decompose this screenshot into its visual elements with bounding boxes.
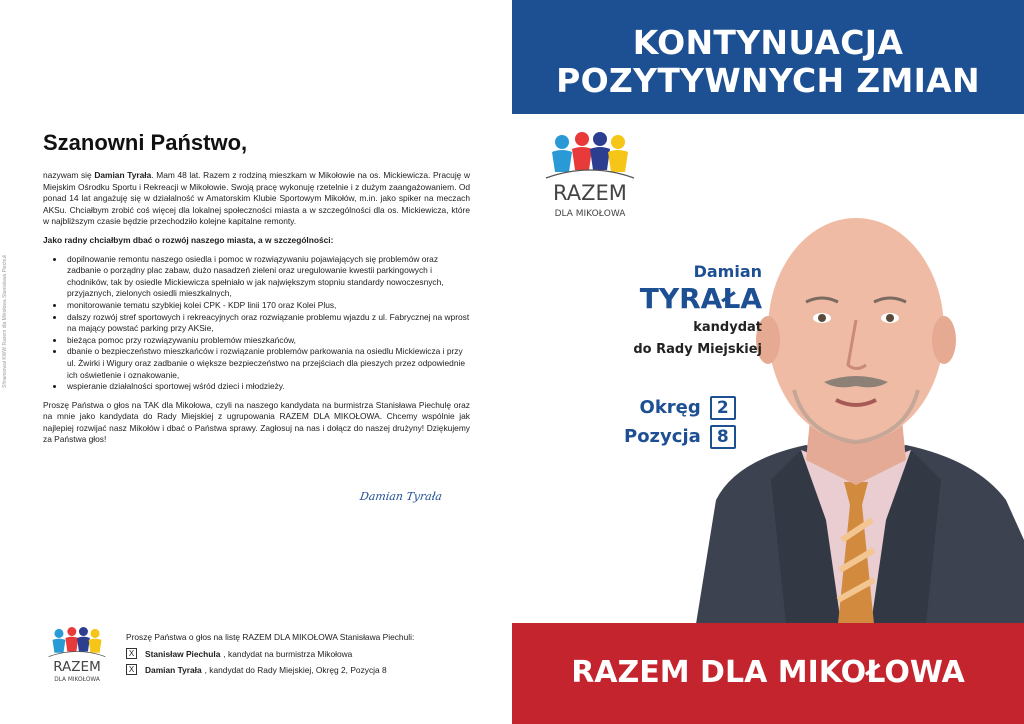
checked-box-icon: X <box>126 664 137 675</box>
priority-item: • wspieranie działalności sportowej wśród dzieci i młodzieży. <box>65 381 470 393</box>
position-row <box>624 422 736 451</box>
logo-figures-icon <box>552 132 628 172</box>
ballot-intro: Proszę Państwa o głos na listę RAZEM DLA MIKOŁOWA Stanisława Piechuli: <box>126 632 415 642</box>
priority-item: • dalszy rozwój stref sportowych i rekreacyjnych oraz rozwiązanie problemu wjazdu z ul. Fabrycznej na wprost na mający powstać parking przy AKSie, <box>65 312 470 335</box>
ballot-instructions <box>126 632 414 680</box>
headline-line: KONTYNUACJA <box>632 23 904 62</box>
logo-figures-icon <box>53 627 102 653</box>
funding-note: Sfinansował KWW Razem dla Mikołowa Stanisława Piechuli <box>2 254 8 388</box>
razem-logo <box>538 132 642 222</box>
logo-subword: DLA MIKOŁOWA <box>554 209 626 219</box>
ballot-row <box>126 664 414 675</box>
ballot-name: Damian Tyrała <box>145 664 202 675</box>
intro-paragraph <box>43 170 470 228</box>
slogan: RAZEM DLA MIKOŁOWA <box>571 655 965 690</box>
candidate-role: kandydat <box>693 320 762 335</box>
logo-word: RAZEM <box>53 658 101 675</box>
headline <box>512 24 1024 100</box>
priorities-list <box>43 254 470 393</box>
right-page <box>512 0 1024 724</box>
greeting-heading: Szanowni Państwo, <box>43 130 248 155</box>
headline-line: POZYTYWNYCH ZMIAN <box>556 61 980 100</box>
candidate-first-name: Damian <box>693 262 762 281</box>
candidate-last-name: TYRAŁA <box>639 282 762 315</box>
priority-item: • bieżąca pomoc przy rozwiązywaniu problemów mieszkańców, <box>65 335 470 347</box>
district-row <box>624 393 736 422</box>
priority-item: • dopilnowanie remontu naszego osiedla i pomoc w rozwiązywaniu pojawiających się problemów oraz zadbanie o porządny plac zabaw, dużo nasadzeń zieleni oraz uregulowanie kwestii parkingowych i chodników, tak by osiedle Mickiewicza spełniało w jak największym stopniu standardy nowoczesnych, przyjaznych, zielonych osiedli mieszkalnych, <box>65 254 470 300</box>
position-value: 8 <box>710 425 736 449</box>
signature: Damian Tyrała <box>359 490 443 503</box>
candidate-block <box>612 262 762 359</box>
priority-item: • monitorowanie tematu szybkiej kolei CPK - KDP linii 170 oraz Kolei Plus, <box>65 300 470 312</box>
intro-pre: nazywam się <box>43 170 95 180</box>
district-label: Okręg <box>639 397 701 418</box>
ballot-name: Stanisław Piechula <box>145 648 221 659</box>
priority-item: • dbanie o bezpieczeństwo mieszkańców i rozwiązanie problemów parkowania na osiedlu Mickiewicza i przy ul. Żwirki i Wigury oraz zadbanie o większe bezpieczeństwo na przejściach dla pieszych przez odpowiednie ich oświetlenie i oznakowanie, <box>65 346 470 381</box>
ballot-position <box>624 393 736 451</box>
intro-name: Damian Tyrała <box>94 170 152 180</box>
closing-paragraph: Proszę Państwa o głos na TAK dla Mikołowa, czyli na naszego kandydata na burmistrza Stanisława Piechulę oraz na mnie jako kandydata do Rady Miejskiej z ugrupowania RAZEM DLA MIKOŁOWA. Chcemy wspólnie jak najlepiej rozwijać nasz Mikołów i dbać o Państwa sprawy. Zagłosuj na nas i dołącz do naszej drużyny! Dziękujemy za Państwa głos! <box>43 399 470 445</box>
checked-box-icon: X <box>126 648 137 659</box>
razem-logo-small <box>40 627 114 685</box>
candidate-role-detail: do Rady Miejskiej <box>633 342 762 357</box>
logo-subword: DLA MIKOŁOWA <box>54 677 100 684</box>
logo-word: RAZEM <box>553 181 627 205</box>
ballot-desc: , kandydat do Rady Miejskiej, Okręg 2, Pozycja 8 <box>204 664 387 675</box>
ballot-desc: , kandydat na burmistrza Mikołowa <box>223 648 353 659</box>
ballot-row <box>126 648 414 659</box>
priorities-title: Jako radny chciałbym dbać o rozwój naszego miasta, a w szczególności: <box>43 234 334 245</box>
candidate-photo <box>676 160 1024 624</box>
position-label: Pozycja <box>624 426 701 447</box>
letter-body <box>43 170 470 453</box>
intro-text: . Mam 48 lat. Razem z rodziną mieszkam w Mikołowie na os. Mickiewicza. Pracuję w Miejskim Ośrodku Sportu i Rekreacji w Mikołowie. Swoją pracę wykonuję rzetelnie i z dużym zaangażowaniem. Od ponad 14 lat angażuję się w działalność w Amatorskim Klubie Sportowym Mikołów, m.in. jako spiker na meczach AKSu. Chciałbym zrobić coś więcej dla lokalnej społeczności miasta a w szczególności dla os. Mickiewicza, które w najbliższym czasie będzie przechodziło kolejne kapitalne remonty. <box>43 170 471 227</box>
district-value: 2 <box>710 396 736 420</box>
